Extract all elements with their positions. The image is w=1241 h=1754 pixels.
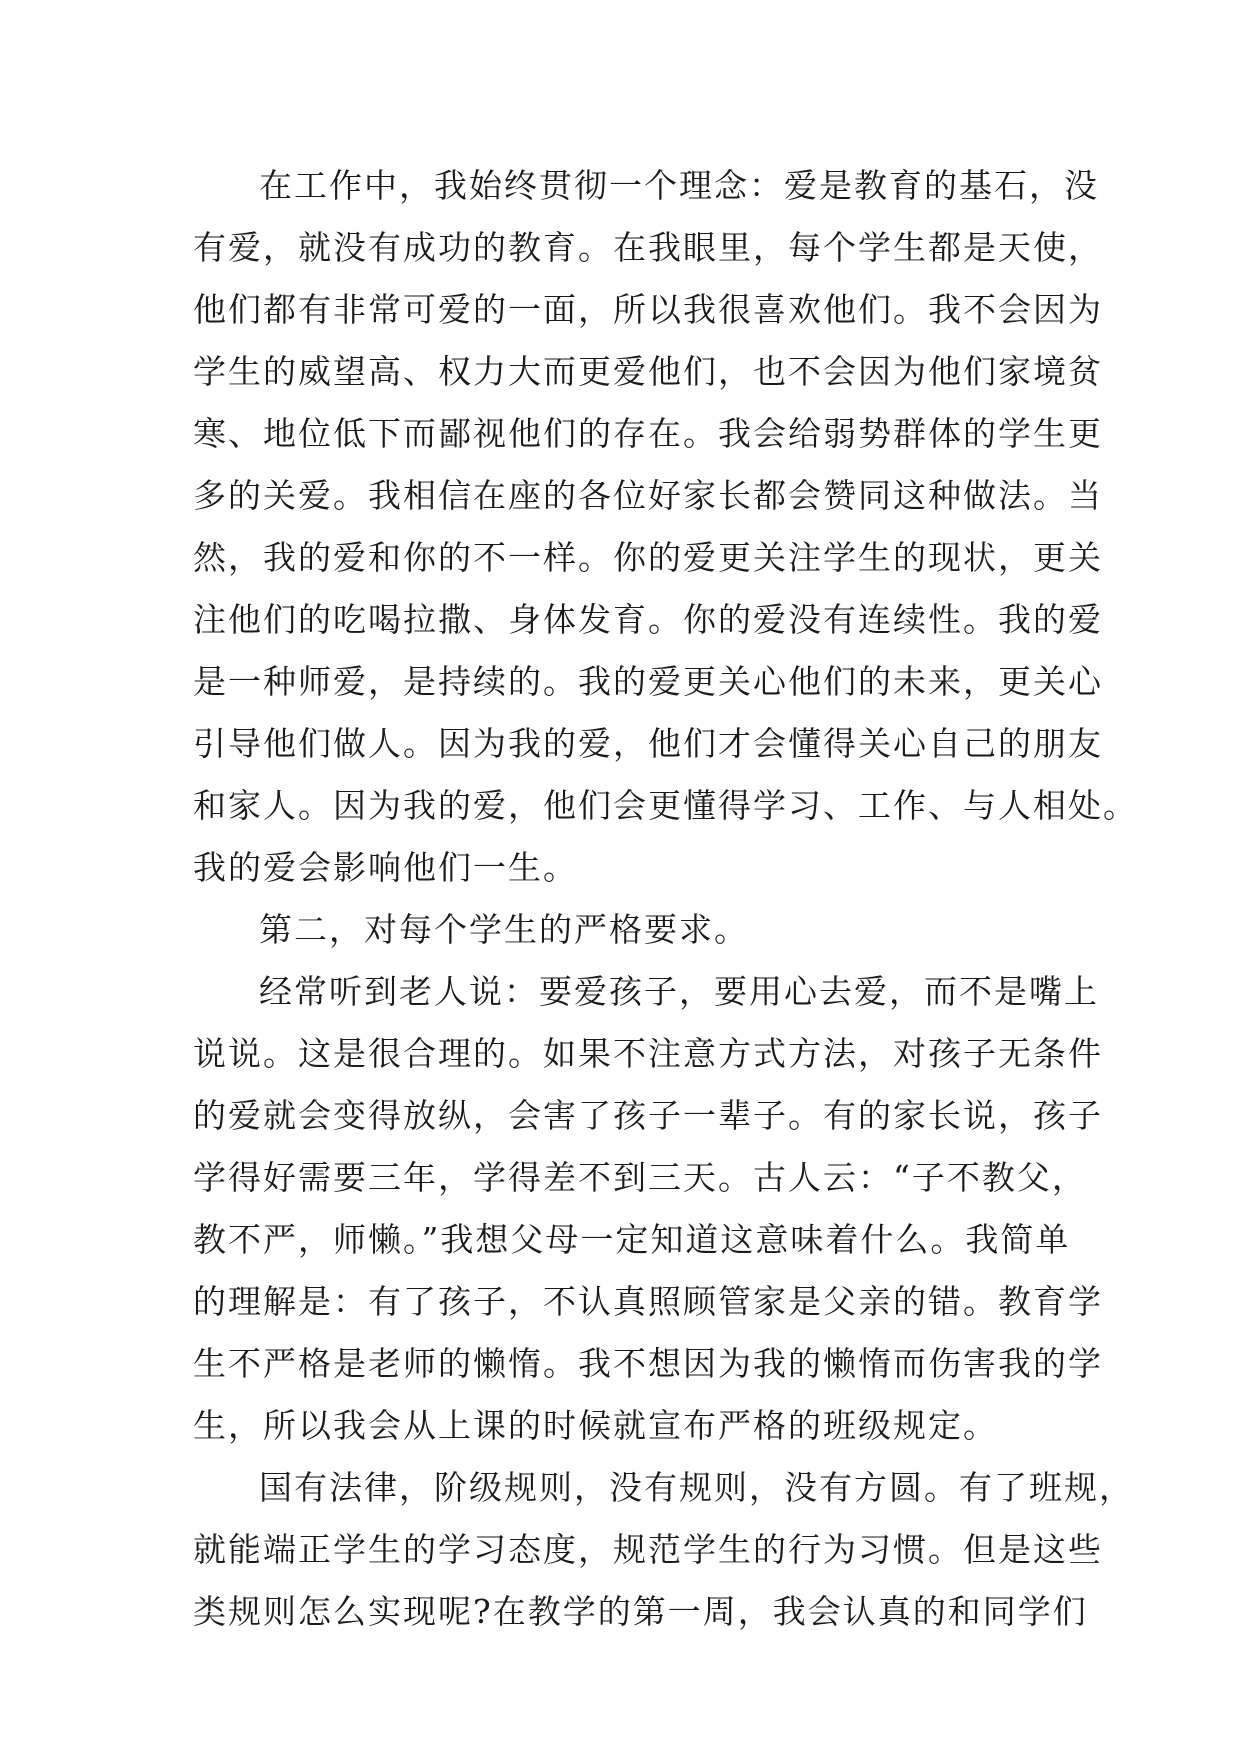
paragraph-line: 我的爱会影响他们一生。 xyxy=(193,848,578,887)
paragraph-line: 学得好需要三年，学得差不到三天。古人云：“子不教父， xyxy=(193,1158,1087,1197)
paragraph-line: 教不严，师懒。”我想父母一定知道这意味着什么。我简单 xyxy=(193,1220,1071,1259)
paragraph-line: 引导他们做人。因为我的爱，他们才会懂得关心自己的朋友 xyxy=(193,724,1103,763)
paragraph-line: 然，我的爱和你的不一样。你的爱更关注学生的现状，更关 xyxy=(193,538,1103,577)
paragraph-line: 经常听到老人说：要爱孩子，要用心去爱，而不是嘴上 xyxy=(259,972,1099,1011)
paragraph-line: 寒、地位低下而鄙视他们的存在。我会给弱势群体的学生更 xyxy=(193,414,1103,453)
paragraph-line: 他们都有非常可爱的一面，所以我很喜欢他们。我不会因为 xyxy=(193,290,1103,329)
paragraph-line: 说说。这是很合理的。如果不注意方式方法，对孩子无条件 xyxy=(193,1034,1103,1073)
paragraph-line: 类规则怎么实现呢?在教学的第一周，我会认真的和同学们 xyxy=(193,1592,1088,1631)
paragraph-line: 的爱就会变得放纵，会害了孩子一辈子。有的家长说，孩子 xyxy=(193,1096,1103,1135)
paragraph-line: 在工作中，我始终贯彻一个理念：爱是教育的基石，没 xyxy=(259,166,1099,205)
document-body xyxy=(193,155,1138,1643)
paragraph-line: 多的关爱。我相信在座的各位好家长都会赞同这种做法。当 xyxy=(193,476,1103,515)
paragraph-line: 生不严格是老师的懒惰。我不想因为我的懒惰而伤害我的学 xyxy=(193,1344,1103,1383)
paragraph-line: 和家人。因为我的爱，他们会更懂得学习、工作、与人相处。 xyxy=(193,786,1138,825)
paragraph-line: 国有法律，阶级规则，没有规则，没有方圆。有了班规， xyxy=(259,1468,1134,1507)
paragraph-line: 生，所以我会从上课的时候就宣布严格的班级规定。 xyxy=(193,1406,998,1445)
paragraph-line: 是一种师爱，是持续的。我的爱更关心他们的未来，更关心 xyxy=(193,662,1103,701)
paragraph-line: 注他们的吃喝拉撒、身体发育。你的爱没有连续性。我的爱 xyxy=(193,600,1103,639)
paragraph-line: 学生的威望高、权力大而更爱他们，也不会因为他们家境贫 xyxy=(193,352,1103,391)
section-heading: 第二，对每个学生的严格要求。 xyxy=(259,910,749,949)
paragraph-line: 有爱，就没有成功的教育。在我眼里，每个学生都是天使， xyxy=(193,228,1103,267)
paragraph-line: 的理解是：有了孩子，不认真照顾管家是父亲的错。教育学 xyxy=(193,1282,1103,1321)
paragraph-line: 就能端正学生的学习态度，规范学生的行为习惯。但是这些 xyxy=(193,1530,1103,1569)
